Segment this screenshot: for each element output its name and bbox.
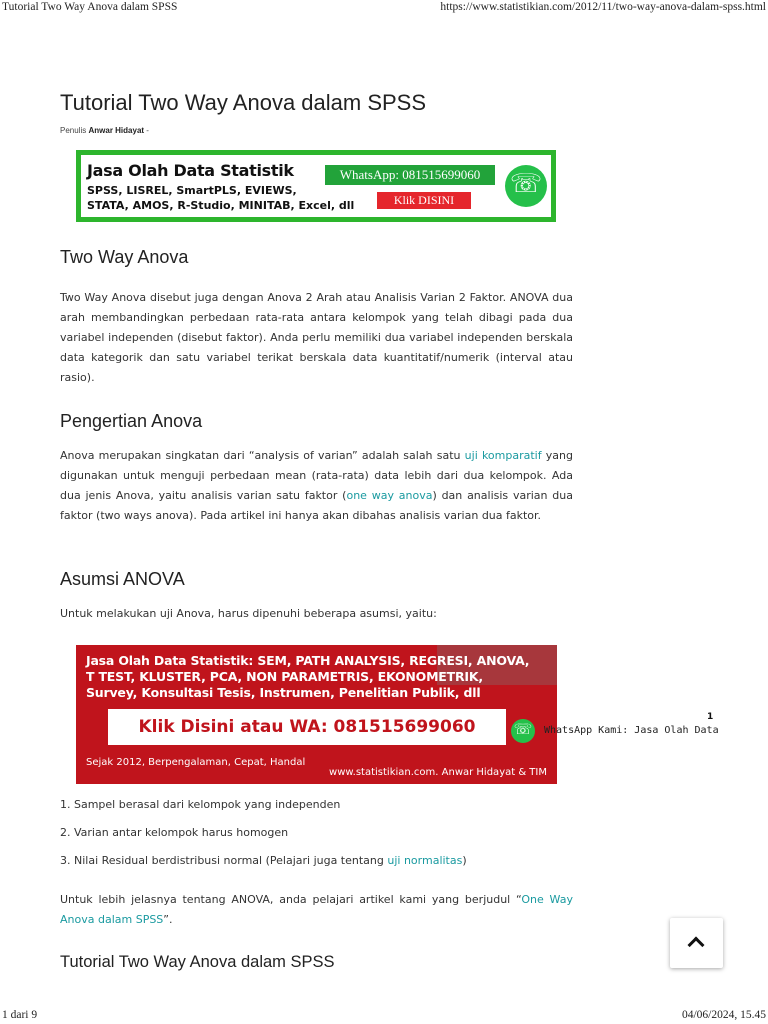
link-one-way-anova-spss[interactable]: One Way Anova dalam SPSS (60, 893, 573, 926)
list-item: 1. Sampel berasal dari kelompok yang independen (60, 798, 341, 811)
assumption-list (60, 796, 467, 880)
section-title-asumsi: Asumsi ANOVA (60, 569, 185, 589)
banner-cta-button[interactable]: Klik DISINI (377, 192, 471, 209)
section-title-two-way-anova: Two Way Anova (60, 247, 189, 267)
section-title-tutorial: Tutorial Two Way Anova dalam SPSS (60, 953, 335, 971)
text-run: yang digunakan untuk menguji perbedaan mean (rata-rata) data lebih dari dua kelompok. Ada dua jenis Anova, yaitu analisis varian satu faktor ( (60, 449, 574, 502)
banner-line: STATA, AMOS, R-Studio, MINITAB, Excel, dll (87, 199, 355, 212)
whatsapp-chat-label[interactable]: WhatsApp Kami: Jasa Olah Data (544, 725, 719, 736)
print-header-url: https://www.statistikian.com/2012/11/two-way-anova-dalam-spss.html (440, 1, 766, 13)
list-item: 2. Varian antar kelompok harus homogen (60, 826, 289, 839)
link-one-way-anova[interactable]: one way anova (346, 489, 433, 502)
print-datetime: 04/06/2024, 15.45 (681, 1009, 766, 1021)
print-footer (0, 1008, 768, 1024)
banner-headline: Jasa Olah Data Statistik (87, 161, 294, 180)
page-title: Tutorial Two Way Anova dalam SPSS (60, 90, 427, 115)
list-item (60, 852, 467, 880)
print-header (0, 0, 768, 16)
banner-line: Jasa Olah Data Statistik: SEM, PATH ANALYSIS, REGRESI, ANOVA, (86, 653, 530, 668)
text-run: Anova merupakan singkatan dari “analysis of varian” adalah salah satu (60, 449, 465, 462)
print-header-title: Tutorial Two Way Anova dalam SPSS (2, 1, 178, 13)
whatsapp-chat-icon[interactable] (511, 719, 535, 743)
banner-line: Survey, Konsultasi Tesis, Instrumen, Penelitian Publik, dll (86, 685, 481, 700)
text-run: ) dan analisis varian dua faktor (two ways anova). Pada artikel ini hanya akan dibahas analisis varian dua faktor. (60, 489, 573, 522)
scroll-to-top-button[interactable] (670, 918, 723, 968)
byline-suffix: - (146, 126, 149, 135)
text-run: ”. (163, 913, 173, 926)
banner-line: T TEST, KLUSTER, PCA, NON PARAMETRIS, EKONOMETRIK, (86, 669, 483, 684)
text-run: ) (462, 854, 467, 867)
byline-label: Penulis (60, 126, 87, 135)
link-uji-komparatif[interactable]: uji komparatif (464, 449, 542, 462)
banner-tagline: Sejak 2012, Berpengalaman, Cepat, Handal (86, 757, 306, 768)
byline (60, 126, 149, 135)
ad-banner-jasa-statistik[interactable] (76, 645, 557, 784)
whatsapp-icon (505, 165, 547, 207)
link-uji-normalitas[interactable]: uji normalitas (387, 854, 463, 867)
page-number: 1 dari 9 (2, 1009, 38, 1021)
text-run: Untuk lebih jelasnya tentang ANOVA, anda pelajari artikel kami yang berjudul “ (60, 893, 522, 906)
banner-line: SPSS, LISREL, SmartPLS, EVIEWS, (87, 184, 297, 197)
text-run: 3. Nilai Residual berdistribusi normal (Pelajari juga tentang (60, 854, 388, 867)
ad-banner-jasa-olah-data[interactable] (76, 150, 556, 222)
banner-site: www.statistikian.com. Anwar Hidayat & TIM (329, 767, 547, 778)
paragraph-pengertian (60, 446, 573, 526)
paragraph-asumsi: Untuk melakukan uji Anova, harus dipenuhi beberapa asumsi, yaitu: (60, 607, 437, 620)
banner-cta-button[interactable]: Klik Disini atau WA: 081515699060 (108, 709, 506, 745)
section-title-pengertian: Pengertian Anova (60, 411, 203, 431)
banner-whatsapp-number: WhatsApp: 081515699060 (325, 165, 495, 185)
notification-badge: 1 (707, 712, 714, 722)
paragraph-more-info (60, 890, 573, 930)
paragraph-two-way-anova: Two Way Anova disebut juga dengan Anova 2 Arah atau Analisis Varian 2 Faktor. ANOVA dua arah membandingkan perbedaan rata-rata antara kelompok yang telah dibagi pada dua variabel independen (disebut faktor). Anda perlu memiliki dua variabel independen berskala data kategorik dan satu variabel terikat berskala data kuantitatif/numerik (interval atau rasio). (60, 291, 573, 384)
author-link[interactable]: Anwar Hidayat (88, 126, 145, 135)
